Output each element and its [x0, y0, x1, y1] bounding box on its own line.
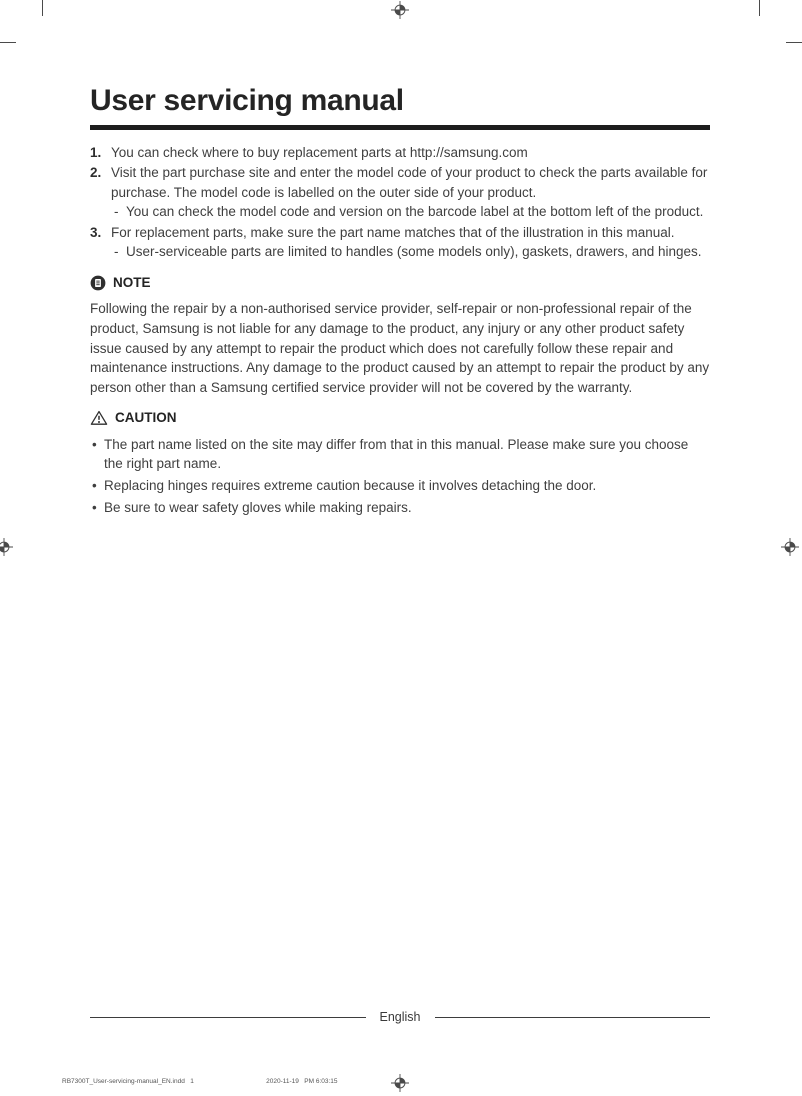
step-item — [90, 223, 710, 262]
content-column — [90, 84, 710, 519]
caution-item-text: Be sure to wear safety gloves while making repairs. — [104, 499, 412, 515]
registration-target-icon — [0, 538, 13, 556]
caution-item — [90, 435, 710, 474]
note-body: Following the repair by a non-authorised service provider, self-repair or non-professional repair of the product, Samsung is not liable for any damage to the product, any injury or any other product safety issue caused by any attempt to repair the product which does not carefully follow these repair and maintenance instructions. Any damage to the product caused by an attempt to repair the product by any person other than a Samsung certified service provider will not be covered by the warranty. — [90, 301, 710, 395]
step-item — [90, 143, 710, 163]
page-footer — [90, 1010, 710, 1024]
note-document-icon — [90, 275, 106, 291]
caution-item — [90, 476, 710, 496]
title-divider — [90, 125, 710, 130]
note-heading — [90, 273, 710, 293]
step-number: 2. — [90, 165, 102, 181]
caution-item-text: The part name listed on the site may differ from that in this manual. Please make sure you choose the right part name. — [104, 436, 689, 472]
note-label: NOTE — [113, 274, 151, 290]
caution-item-text: Replacing hinges requires extreme caution because it involves detaching the door. — [104, 477, 597, 493]
note-section — [90, 273, 710, 397]
caution-list — [90, 435, 710, 517]
step-item — [90, 163, 710, 222]
step-number: 1. — [90, 144, 102, 160]
step-number: 3. — [90, 224, 102, 240]
footer-language-label: English — [379, 1010, 421, 1024]
caution-section — [90, 408, 710, 517]
crop-mark — [786, 42, 802, 43]
crop-mark — [42, 0, 43, 16]
footer-line-right — [435, 1017, 711, 1018]
substep-item — [112, 202, 710, 222]
steps-list — [90, 143, 710, 262]
substep-text: You can check the model code and version on the barcode label at the bottom left of the product. — [126, 204, 704, 220]
substep-text: User-serviceable parts are limited to handles (some models only), gaskets, drawers, and hinges. — [126, 244, 702, 260]
step-text: Visit the part purchase site and enter the model code of your product to check the parts available for purchase. The model code is labelled on the outer side of your product. — [111, 165, 708, 200]
registration-target-icon — [391, 1074, 409, 1092]
footer-line-left — [90, 1017, 366, 1018]
step-text: You can check where to buy replacement parts at http://samsung.com — [111, 144, 528, 160]
registration-target-icon — [391, 1, 409, 19]
warning-triangle-icon — [90, 410, 108, 426]
registration-target-icon — [781, 538, 799, 556]
page-title: User servicing manual — [90, 84, 404, 117]
step-text: For replacement parts, make sure the part name matches that of the illustration in this manual. — [111, 224, 675, 240]
crop-mark — [0, 42, 16, 43]
caution-item — [90, 498, 710, 518]
crop-mark — [759, 0, 760, 16]
print-slug-text: RB7300T_User-servicing-manual_EN.indd 1 2020-11-19 PM 6:03:15 — [62, 1078, 338, 1085]
substep-item — [112, 242, 710, 262]
caution-heading — [90, 408, 710, 428]
caution-label: CAUTION — [115, 410, 177, 426]
